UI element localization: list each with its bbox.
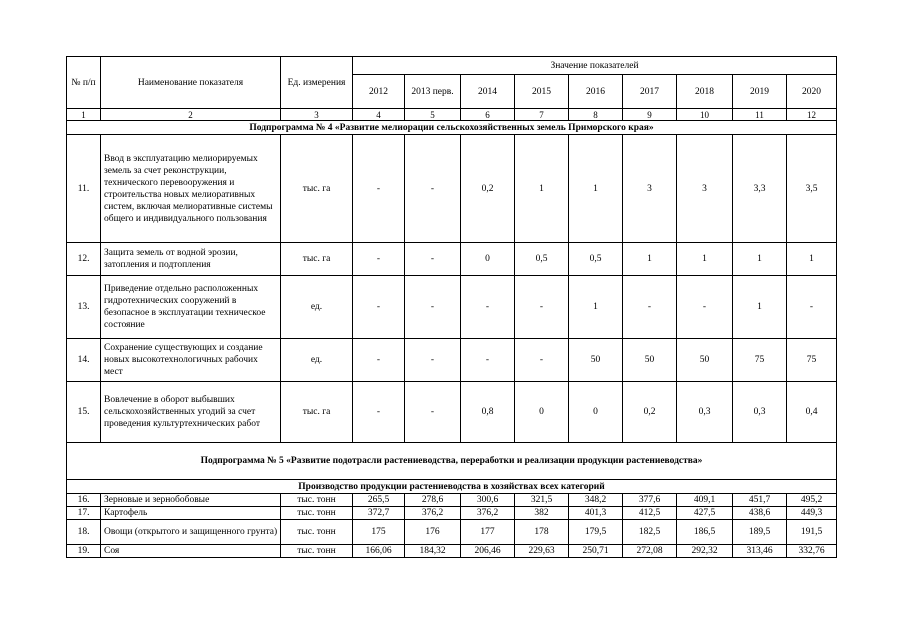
row-num: 15.: [67, 382, 101, 443]
col-number: 8: [569, 109, 623, 121]
row-value: 382: [515, 507, 569, 520]
row-value: 1: [733, 276, 787, 339]
row-value: 75: [787, 339, 837, 382]
row-value: -: [353, 382, 405, 443]
row-value: 451,7: [733, 494, 787, 507]
row-name: Ввод в эксплуатацию мелиорируемых земель за счет реконструкции, технического перевооружения и строительства новых мелиоративных систем, включая мелиоративные системы общего и индивидуального пользования: [101, 135, 281, 243]
row-value: 0,4: [787, 382, 837, 443]
row-value: -: [787, 276, 837, 339]
indicators-table: [66, 56, 837, 558]
col-number: 2: [101, 109, 281, 121]
row-value: 75: [733, 339, 787, 382]
year-2014: 2014: [461, 75, 515, 109]
row-value: -: [405, 276, 461, 339]
row-unit: ед.: [281, 339, 353, 382]
row-value: 321,5: [515, 494, 569, 507]
col-number: 6: [461, 109, 515, 121]
col-number: 3: [281, 109, 353, 121]
row-value: -: [405, 339, 461, 382]
row-name: Приведение отдельно расположенных гидротехнических сооружений в безопасное в эксплуатации техническое состояние: [101, 276, 281, 339]
row-value: -: [353, 243, 405, 276]
row-value: -: [515, 339, 569, 382]
table-row: [67, 382, 837, 443]
row-unit: тыс. тонн: [281, 545, 353, 558]
row-name: Овощи (открытого и защищенного грунта): [101, 520, 281, 545]
row-name: Картофель: [101, 507, 281, 520]
row-num: 17.: [67, 507, 101, 520]
row-value: -: [405, 135, 461, 243]
table-row: [67, 276, 837, 339]
row-value: 182,5: [623, 520, 677, 545]
row-name: Сохранение существующих и создание новых высокотехнологичных рабочих мест: [101, 339, 281, 382]
year-2017: 2017: [623, 75, 677, 109]
row-value: 0,5: [569, 243, 623, 276]
row-value: 0: [461, 243, 515, 276]
row-value: 0,3: [733, 382, 787, 443]
row-unit: тыс. тонн: [281, 494, 353, 507]
table-row: [67, 243, 837, 276]
row-value: 189,5: [733, 520, 787, 545]
row-value: 176: [405, 520, 461, 545]
year-2020: 2020: [787, 75, 837, 109]
table-row: [67, 520, 837, 545]
row-value: 438,6: [733, 507, 787, 520]
col-number: 9: [623, 109, 677, 121]
header-unit: Ед. измерения: [281, 57, 353, 109]
row-value: 412,5: [623, 507, 677, 520]
row-value: 186,5: [677, 520, 733, 545]
row-value: 313,46: [733, 545, 787, 558]
row-unit: тыс. тонн: [281, 520, 353, 545]
col-number: 1: [67, 109, 101, 121]
row-value: 265,5: [353, 494, 405, 507]
table-row: [67, 545, 837, 558]
row-value: 166,06: [353, 545, 405, 558]
row-value: 0,5: [515, 243, 569, 276]
row-value: 184,32: [405, 545, 461, 558]
row-value: 50: [677, 339, 733, 382]
header-values: Значение показателей: [353, 57, 837, 75]
row-value: 0,2: [461, 135, 515, 243]
row-value: 3: [623, 135, 677, 243]
row-num: 16.: [67, 494, 101, 507]
row-unit: тыс. тонн: [281, 507, 353, 520]
col-number: 7: [515, 109, 569, 121]
subsection-row: [67, 480, 837, 494]
row-value: 3: [677, 135, 733, 243]
row-value: -: [461, 276, 515, 339]
year-2012: 2012: [353, 75, 405, 109]
section-row: [67, 121, 837, 135]
row-unit: тыс. га: [281, 243, 353, 276]
year-2018: 2018: [677, 75, 733, 109]
row-value: 449,3: [787, 507, 837, 520]
row-value: 0,2: [623, 382, 677, 443]
section5-subtitle: Производство продукции растениеводства в хозяйствах всех категорий: [67, 480, 837, 494]
year-2013: 2013 перв.: [405, 75, 461, 109]
row-value: 377,6: [623, 494, 677, 507]
row-num: 19.: [67, 545, 101, 558]
row-value: 0,3: [677, 382, 733, 443]
row-value: -: [405, 382, 461, 443]
row-value: 1: [569, 276, 623, 339]
row-value: 175: [353, 520, 405, 545]
row-value: 495,2: [787, 494, 837, 507]
row-value: -: [353, 135, 405, 243]
table-row: [67, 339, 837, 382]
row-value: 1: [733, 243, 787, 276]
row-value: -: [353, 339, 405, 382]
row-value: -: [677, 276, 733, 339]
col-number: 4: [353, 109, 405, 121]
row-value: 427,5: [677, 507, 733, 520]
header-num: № п/п: [67, 57, 101, 109]
row-value: 332,76: [787, 545, 837, 558]
col-number: 11: [733, 109, 787, 121]
row-name: Зерновые и зернобобовые: [101, 494, 281, 507]
year-2016: 2016: [569, 75, 623, 109]
row-value: 1: [569, 135, 623, 243]
section-row: [67, 443, 837, 480]
row-name: Соя: [101, 545, 281, 558]
row-value: 348,2: [569, 494, 623, 507]
row-value: 0: [569, 382, 623, 443]
row-value: 250,71: [569, 545, 623, 558]
col-number: 10: [677, 109, 733, 121]
section4-title: Подпрограмма № 4 «Развитие мелиорации сельскохозяйственных земель Приморского края»: [67, 121, 837, 135]
row-value: -: [515, 276, 569, 339]
header-row-top: [67, 57, 837, 75]
row-value: 278,6: [405, 494, 461, 507]
row-value: 191,5: [787, 520, 837, 545]
col-number: 5: [405, 109, 461, 121]
row-num: 18.: [67, 520, 101, 545]
row-name: Вовлечение в оборот выбывших сельскохозяйственных угодий за счет проведения культуртехнических работ: [101, 382, 281, 443]
row-value: 372,7: [353, 507, 405, 520]
year-2019: 2019: [733, 75, 787, 109]
row-value: 1: [787, 243, 837, 276]
row-value: 300,6: [461, 494, 515, 507]
row-num: 12.: [67, 243, 101, 276]
row-num: 11.: [67, 135, 101, 243]
row-num: 14.: [67, 339, 101, 382]
row-value: 1: [677, 243, 733, 276]
row-value: 178: [515, 520, 569, 545]
row-value: -: [353, 276, 405, 339]
row-value: 3,3: [733, 135, 787, 243]
row-value: 1: [515, 135, 569, 243]
year-2015: 2015: [515, 75, 569, 109]
col-number: 12: [787, 109, 837, 121]
row-value: 50: [569, 339, 623, 382]
section5-title: Подпрограмма № 5 «Развитие подотрасли растениеводства, переработки и реализации продукции растениеводства»: [67, 443, 837, 480]
row-value: 3,5: [787, 135, 837, 243]
table-row: [67, 507, 837, 520]
row-value: 229,63: [515, 545, 569, 558]
row-value: 272,08: [623, 545, 677, 558]
row-value: 376,2: [461, 507, 515, 520]
row-value: -: [623, 276, 677, 339]
row-value: 50: [623, 339, 677, 382]
row-value: -: [461, 339, 515, 382]
row-name: Защита земель от водной эрозии, затопления и подтопления: [101, 243, 281, 276]
row-value: 0: [515, 382, 569, 443]
table-row: [67, 135, 837, 243]
row-unit: тыс. га: [281, 135, 353, 243]
row-value: -: [405, 243, 461, 276]
row-unit: ед.: [281, 276, 353, 339]
row-num: 13.: [67, 276, 101, 339]
row-value: 1: [623, 243, 677, 276]
row-value: 0,8: [461, 382, 515, 443]
row-value: 179,5: [569, 520, 623, 545]
row-value: 409,1: [677, 494, 733, 507]
row-value: 177: [461, 520, 515, 545]
column-numbers-row: [67, 109, 837, 121]
row-value: 206,46: [461, 545, 515, 558]
row-unit: тыс. га: [281, 382, 353, 443]
header-name: Наименование показателя: [101, 57, 281, 109]
row-value: 401,3: [569, 507, 623, 520]
row-value: 292,32: [677, 545, 733, 558]
row-value: 376,2: [405, 507, 461, 520]
table-row: [67, 494, 837, 507]
